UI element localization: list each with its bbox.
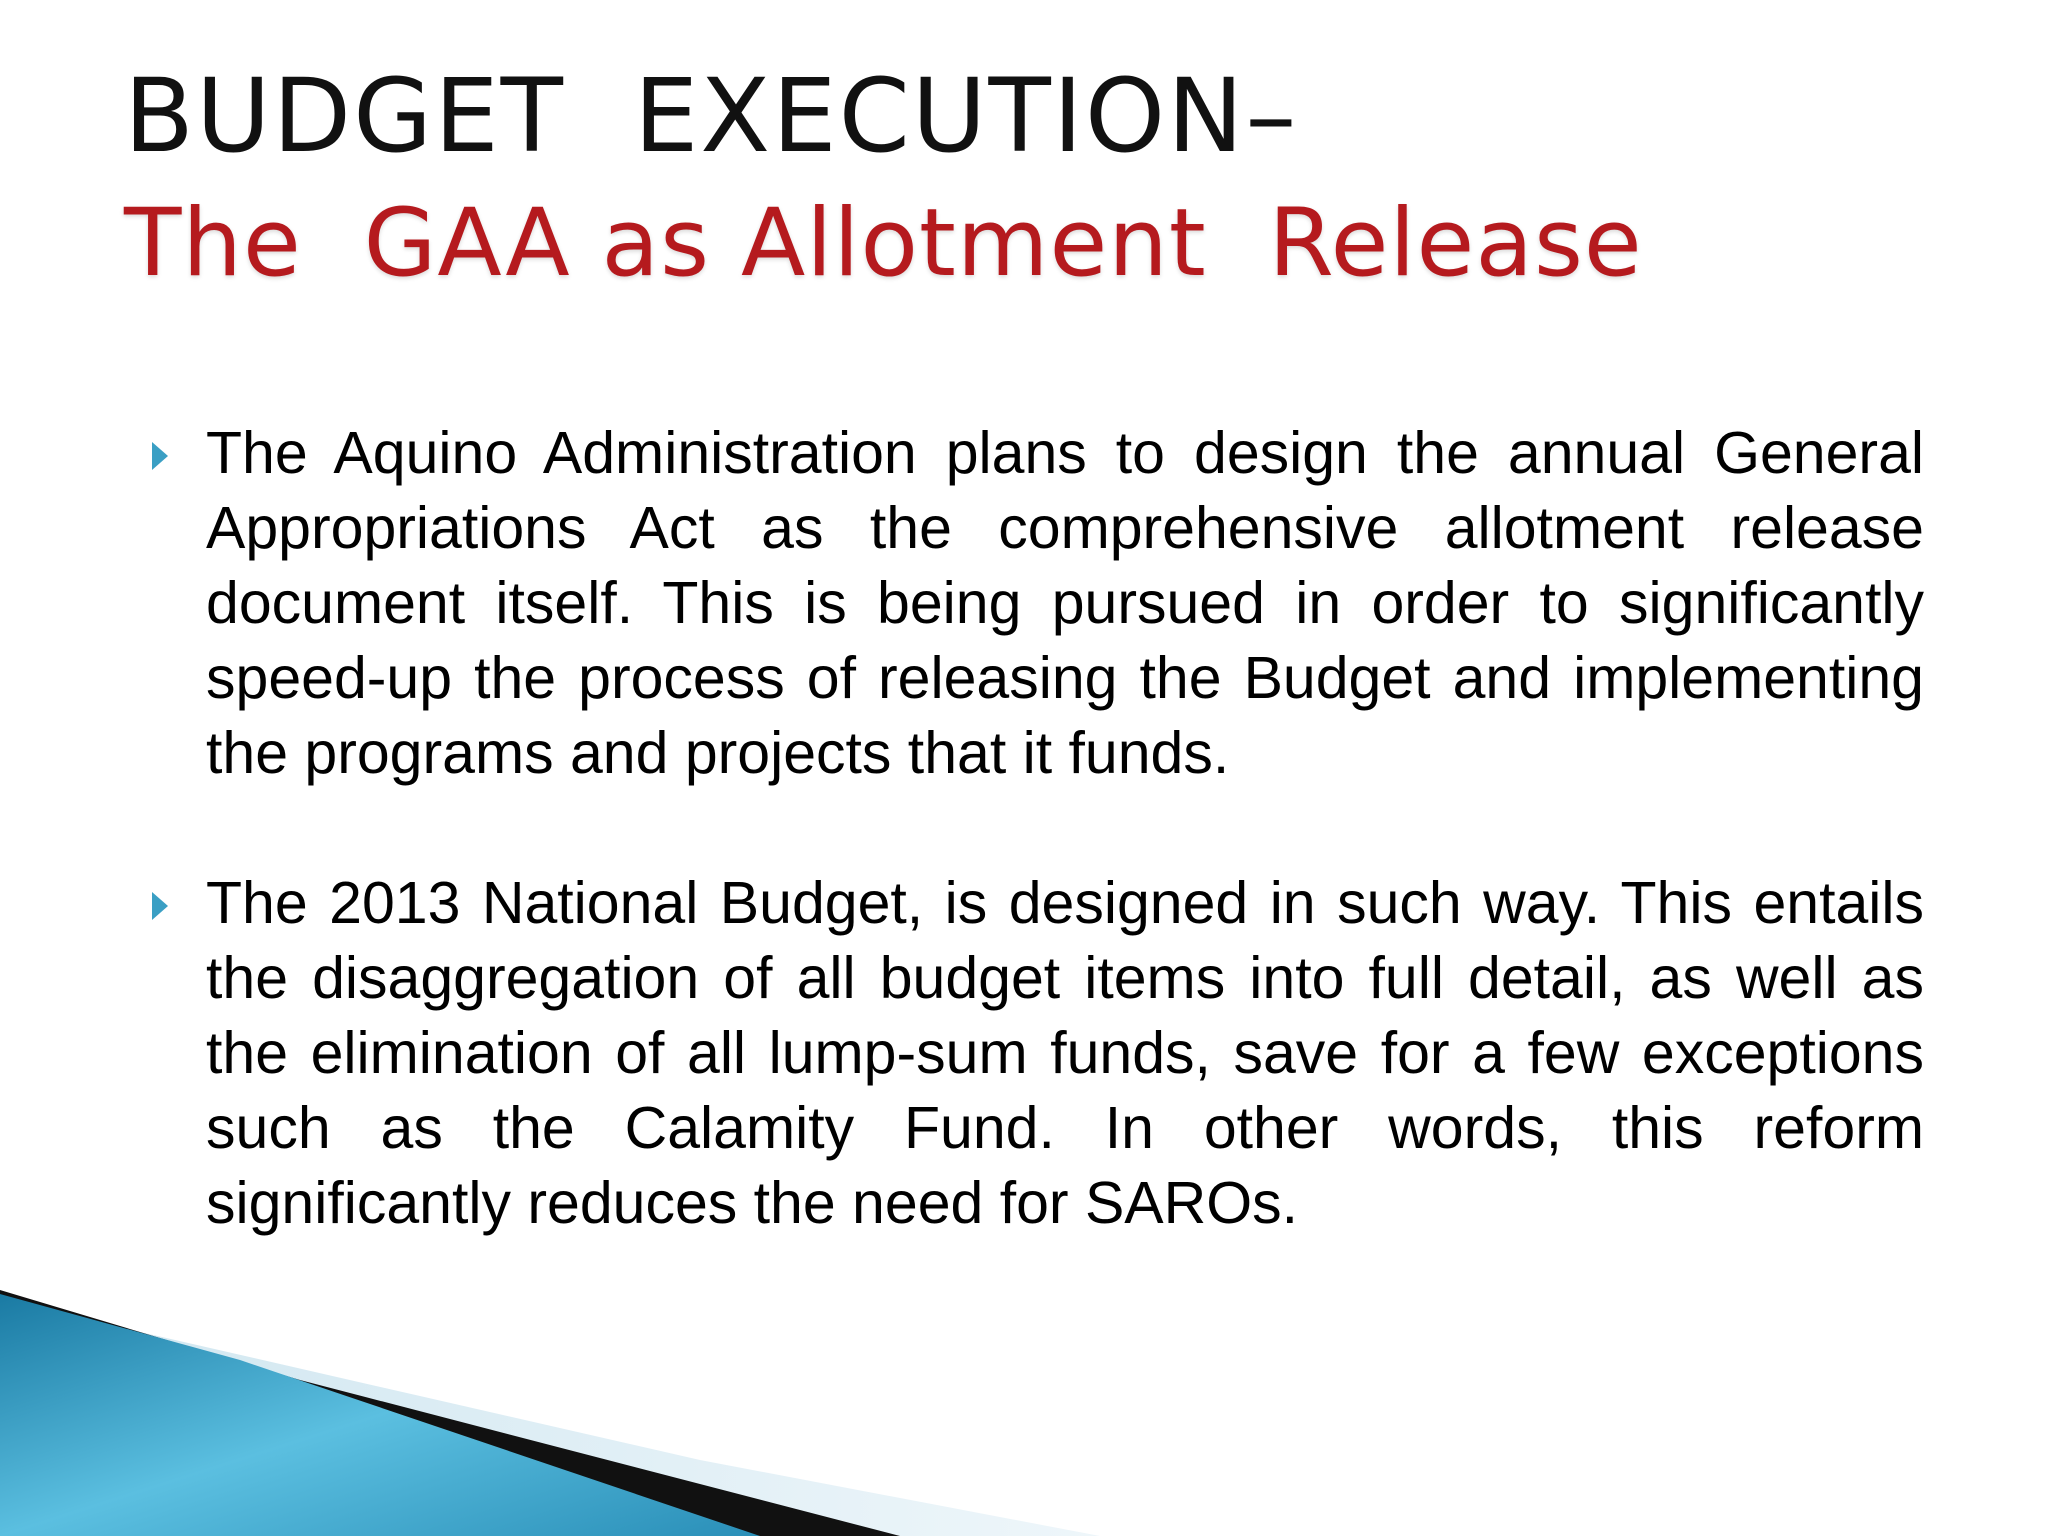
triangle-right-icon xyxy=(152,442,168,470)
bullet-list xyxy=(140,416,1924,1316)
bullet-item xyxy=(140,866,1924,1241)
bullet-text: The 2013 National Budget, is designed in such way. This entails the disaggregation of all budget items into full detail, as well as the elimination of all lump-sum funds, save for a few exceptions such as the Calamity Fund. In other words, this reform significantly reduces the need for SAROs. xyxy=(206,870,1924,1236)
title-line-secondary: The GAA as Allotment Release xyxy=(124,189,1643,298)
decorative-swoosh xyxy=(0,1260,2048,1536)
title-line-primary: BUDGET EXECUTION– xyxy=(124,57,1299,176)
bullet-text: The Aquino Administration plans to design the annual General Appropriations Act as the comprehensive allotment release document itself. This is being pursued in order to significantly speed-up the process of releasing the Budget and implementing the programs and projects that it funds. xyxy=(206,420,1924,786)
slide-title xyxy=(124,52,1724,306)
decor-blue-band xyxy=(0,1294,760,1536)
bullet-item xyxy=(140,416,1924,791)
triangle-right-icon xyxy=(152,892,168,920)
